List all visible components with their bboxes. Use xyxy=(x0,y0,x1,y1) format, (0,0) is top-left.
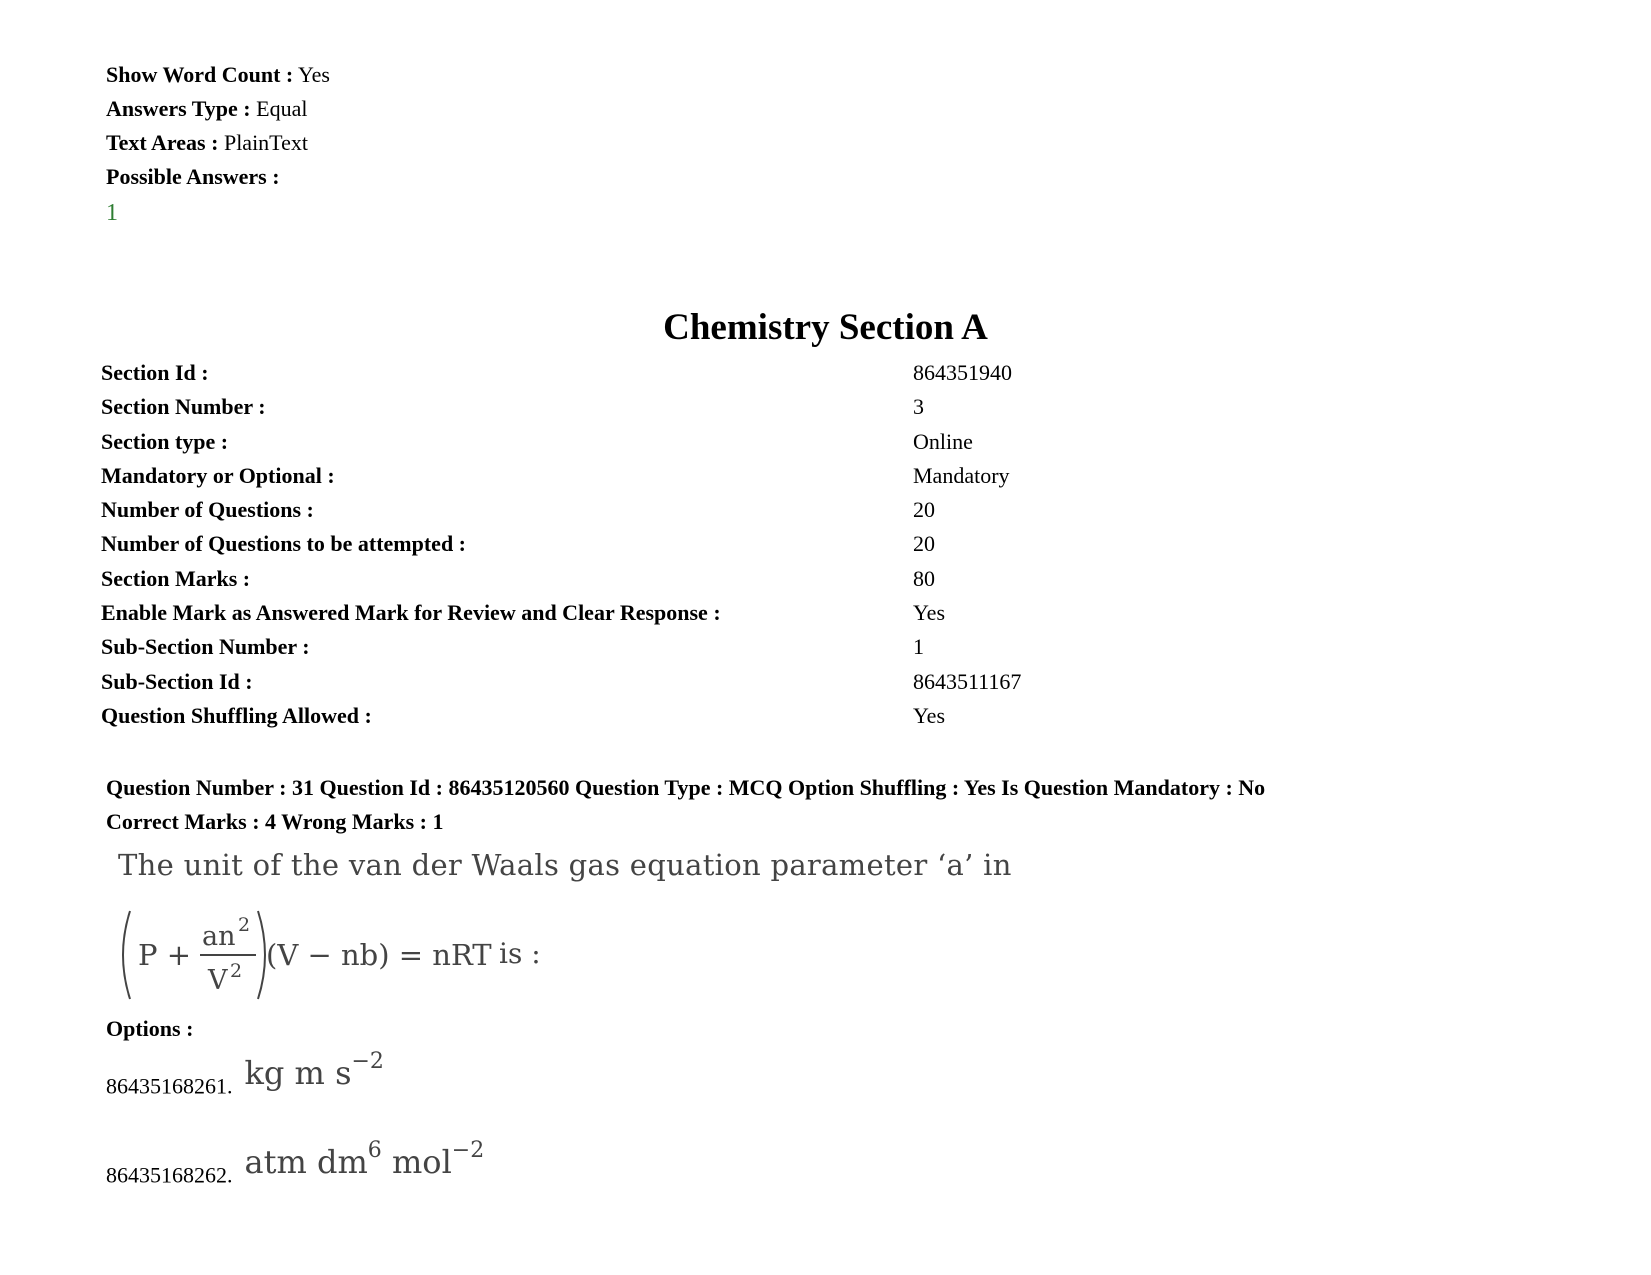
left-paren xyxy=(123,911,130,999)
possible-answers-row xyxy=(106,160,330,194)
section-row-value: Mandatory xyxy=(913,462,1010,488)
section-row xyxy=(101,459,1101,493)
question-header xyxy=(106,771,1265,839)
section-row xyxy=(101,562,1101,596)
section-row xyxy=(101,425,1101,459)
section-row-label: Sub-Section Id : xyxy=(101,668,253,694)
eq-numerator: an xyxy=(202,921,236,952)
answers-type-row xyxy=(106,92,330,126)
option-exponent-1: 6 xyxy=(367,1138,382,1163)
section-row-value: 80 xyxy=(913,565,935,591)
option-unit: kg m s xyxy=(244,1053,352,1092)
answers-type-label: Answers Type : xyxy=(106,96,251,121)
text-areas-row xyxy=(106,126,330,160)
possible-answers-label: Possible Answers : xyxy=(106,164,280,189)
eq-numerator-exponent: 2 xyxy=(238,914,251,936)
option-unit-part2: mol xyxy=(381,1142,452,1181)
question-meta-line: Question Number : 31 Question Id : 86435120560 Question Type : MCQ Option Shuffling : Yes Is Question Mandatory : No xyxy=(106,775,1266,800)
eq-p-term: P + xyxy=(138,938,192,972)
show-word-count-row xyxy=(106,58,330,92)
option-id: 86435168261. xyxy=(106,1073,233,1099)
van-der-waals-equation xyxy=(114,905,574,1012)
eq-denominator: V xyxy=(208,965,228,996)
section-row-label: Section Marks : xyxy=(101,565,251,591)
text-areas-label: Text Areas : xyxy=(106,130,219,155)
section-row-label: Enable Mark as Answered Mark for Review and Clear Response : xyxy=(101,600,721,626)
answer-settings xyxy=(106,58,330,228)
section-row-label: Number of Questions : xyxy=(101,497,314,523)
option-1[interactable] xyxy=(106,1049,384,1102)
option-exponent: −2 xyxy=(351,1049,384,1074)
show-word-count-value: Yes xyxy=(297,62,330,87)
possible-answers-value: 1 xyxy=(106,200,118,226)
option-unit-part1: atm dm xyxy=(244,1142,368,1181)
section-row-label: Section type : xyxy=(101,428,229,454)
section-row-value: 20 xyxy=(913,531,935,557)
section-row-value: Online xyxy=(913,428,973,454)
eq-denominator-exponent: 2 xyxy=(230,960,243,982)
equation-graphic xyxy=(114,905,574,1005)
section-title: Chemistry Section A xyxy=(663,307,988,348)
show-word-count-label: Show Word Count : xyxy=(106,62,294,87)
answers-type-value: Equal xyxy=(256,96,308,121)
section-row xyxy=(101,493,1101,527)
section-row-value: 864351940 xyxy=(913,360,1012,385)
section-row-label: Section Id : xyxy=(101,360,209,385)
section-row-value: 1 xyxy=(913,634,924,660)
section-row-label: Section Number : xyxy=(101,394,266,420)
section-row-value: 8643511167 xyxy=(913,668,1022,694)
section-row xyxy=(101,356,1101,390)
section-row-value: 20 xyxy=(913,497,935,523)
text-areas-value: PlainText xyxy=(223,130,308,155)
options-label: Options : xyxy=(106,1016,194,1041)
option-value xyxy=(244,1049,384,1092)
section-row xyxy=(101,596,1101,630)
section-details-table xyxy=(101,356,1101,733)
section-row xyxy=(101,665,1101,699)
section-row-value: Yes xyxy=(913,702,946,728)
section-row xyxy=(101,699,1101,733)
section-row-label: Sub-Section Number : xyxy=(101,634,310,660)
option-2[interactable] xyxy=(106,1138,485,1191)
section-row-label: Question Shuffling Allowed : xyxy=(101,702,372,728)
section-row-label: Mandatory or Optional : xyxy=(101,462,335,488)
option-id: 86435168262. xyxy=(106,1162,233,1188)
option-exponent-2: −2 xyxy=(451,1138,485,1163)
section-row-value: Yes xyxy=(913,600,946,626)
eq-rest: (V − nb) = nRT xyxy=(266,938,492,972)
question-text: The unit of the van der Waals gas equation parameter ‘a’ in xyxy=(118,848,1012,882)
right-paren xyxy=(258,911,265,999)
section-row xyxy=(101,630,1101,664)
option-value xyxy=(244,1138,485,1181)
section-row xyxy=(101,527,1101,561)
section-row-value: 3 xyxy=(913,394,924,420)
section-row-label: Number of Questions to be attempted : xyxy=(101,531,467,557)
eq-suffix: is : xyxy=(499,937,541,970)
section-row xyxy=(101,390,1101,424)
question-marks-line: Correct Marks : 4 Wrong Marks : 1 xyxy=(106,809,444,834)
